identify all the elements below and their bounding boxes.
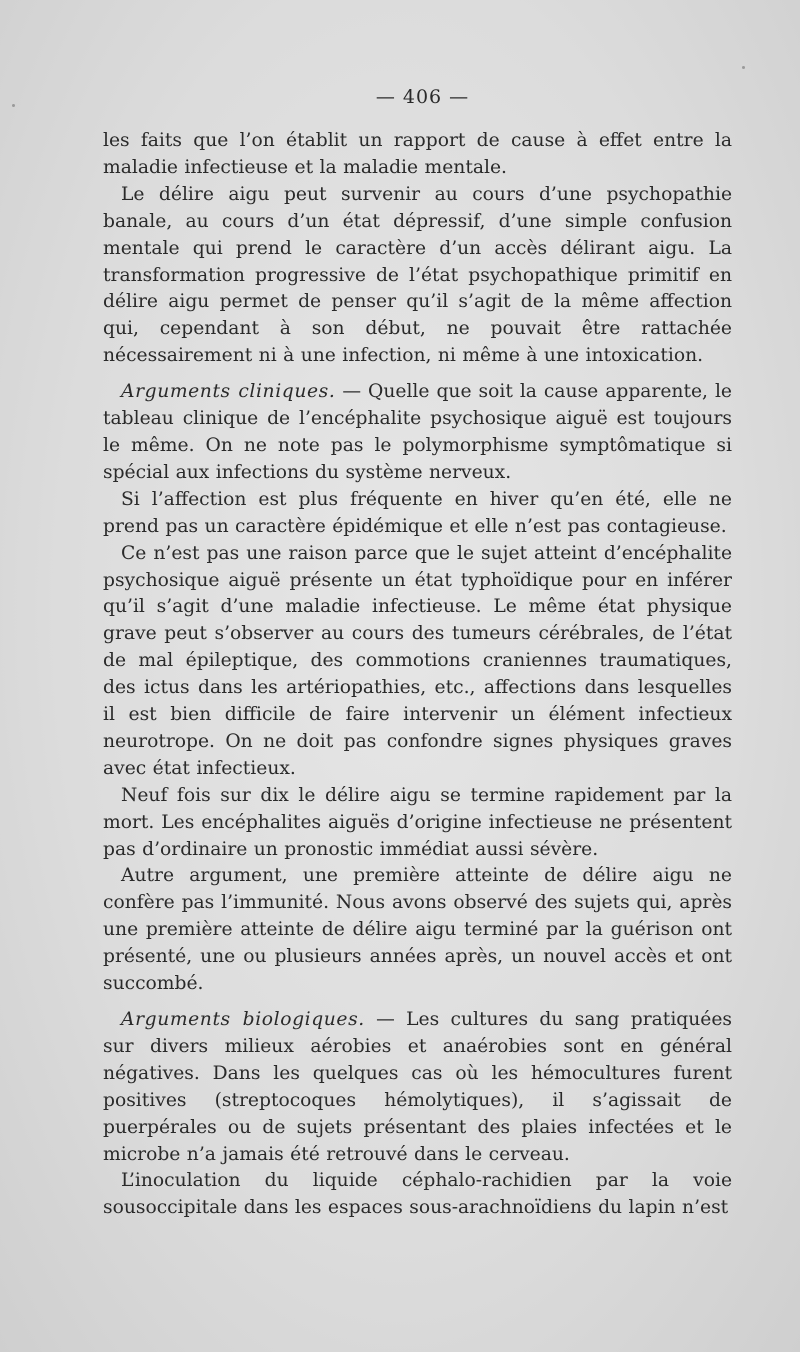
paragraph [103, 128, 732, 182]
section-heading-clinical: Arguments cliniques. [121, 381, 336, 403]
paragraph-text: Si l’affection est plus fréquente en hiver qu’en été, elle ne prend pas un caractère épidémique et elle n’est pas contagieuse. [103, 488, 732, 537]
paper-speck [742, 66, 745, 69]
paragraph-text: L’inoculation du liquide céphalo-rachidien par la voie sousoccipitale dans les espaces sous-arachnoïdiens du lapin n’est [103, 1170, 732, 1219]
paragraph [103, 1168, 732, 1222]
paper-speck [12, 104, 15, 107]
paragraph-text: — Quelle que soit la cause apparente, le tableau clinique de l’encéphalite psychosique aiguë est toujours le même. On ne note pas le polymorphisme symptômatique si spécial aux infections du système nerveux. [103, 381, 732, 483]
paragraph [103, 182, 732, 370]
paragraph [103, 541, 732, 783]
paragraph [103, 783, 732, 864]
paragraph-text: Neuf fois sur dix le délire aigu se termine rapidement par la mort. Les encéphalites aiguës d’origine infectieuse ne présentent pas d’ordinaire un pronostic immédiat aussi sévère. [103, 784, 732, 860]
paragraph-text: Autre argument, une première atteinte de délire aigu ne confère pas l’immunité. Nous avons observé des sujets qui, après une première atteinte de délire aigu terminé par la guérison ont présenté, une ou plusieurs années après, un nouvel accès et ont succombé. [103, 865, 732, 995]
paragraph-text: Ce n’est pas une raison parce que le sujet atteint d’encéphalite psychosique aiguë présente un état typhoïdique pour en inférer qu’il s’agit d’une maladie infectieuse. Le même état physique grave peut s’observer au cours des tumeurs cérébrales, de l’état de mal épileptique, des commotions craniennes traumatiques, des ictus dans les artériopathies, etc., affections dans lesquelles il est bien difficile de faire intervenir un élément infectieux neurotrope. On ne doit pas confondre signes physiques graves avec état infectieux. [103, 542, 732, 779]
paragraph [103, 1007, 732, 1168]
section-heading-biological: Arguments biologiques. [121, 1009, 365, 1030]
paragraph [103, 487, 732, 541]
paragraph [103, 863, 732, 998]
page-number: — 406 — [375, 86, 470, 108]
body-text [103, 128, 732, 1222]
paragraph [103, 379, 732, 487]
paragraph-text: les faits que l’on établit un rapport de cause à effet entre la maladie infectieuse et la maladie mentale. [103, 130, 732, 178]
paragraph-text: — Les cultures du sang pratiquées sur divers milieux aérobies et anaérobies sont en général négatives. Dans les quelques cas où les hémocultures furent positives (streptocoques hémolytiques), il s’agissait de puerpérales ou de sujets présentant des plaies infectées et le microbe n’a jamais été retrouvé dans le cerveau. [103, 1009, 733, 1165]
paragraph-text: Le délire aigu peut survenir au cours d’une psychopathie banale, au cours d’un état dépressif, d’une simple confusion mentale qui prend le caractère d’un accès délirant aigu. La transformation progressive de l’état psychopathique primitif en délire aigu permet de penser qu’il s’agit de la même affection qui, cependant à son début, ne pouvait être rattachée nécessairement ni à une infection, ni même à une intoxication. [103, 183, 732, 367]
